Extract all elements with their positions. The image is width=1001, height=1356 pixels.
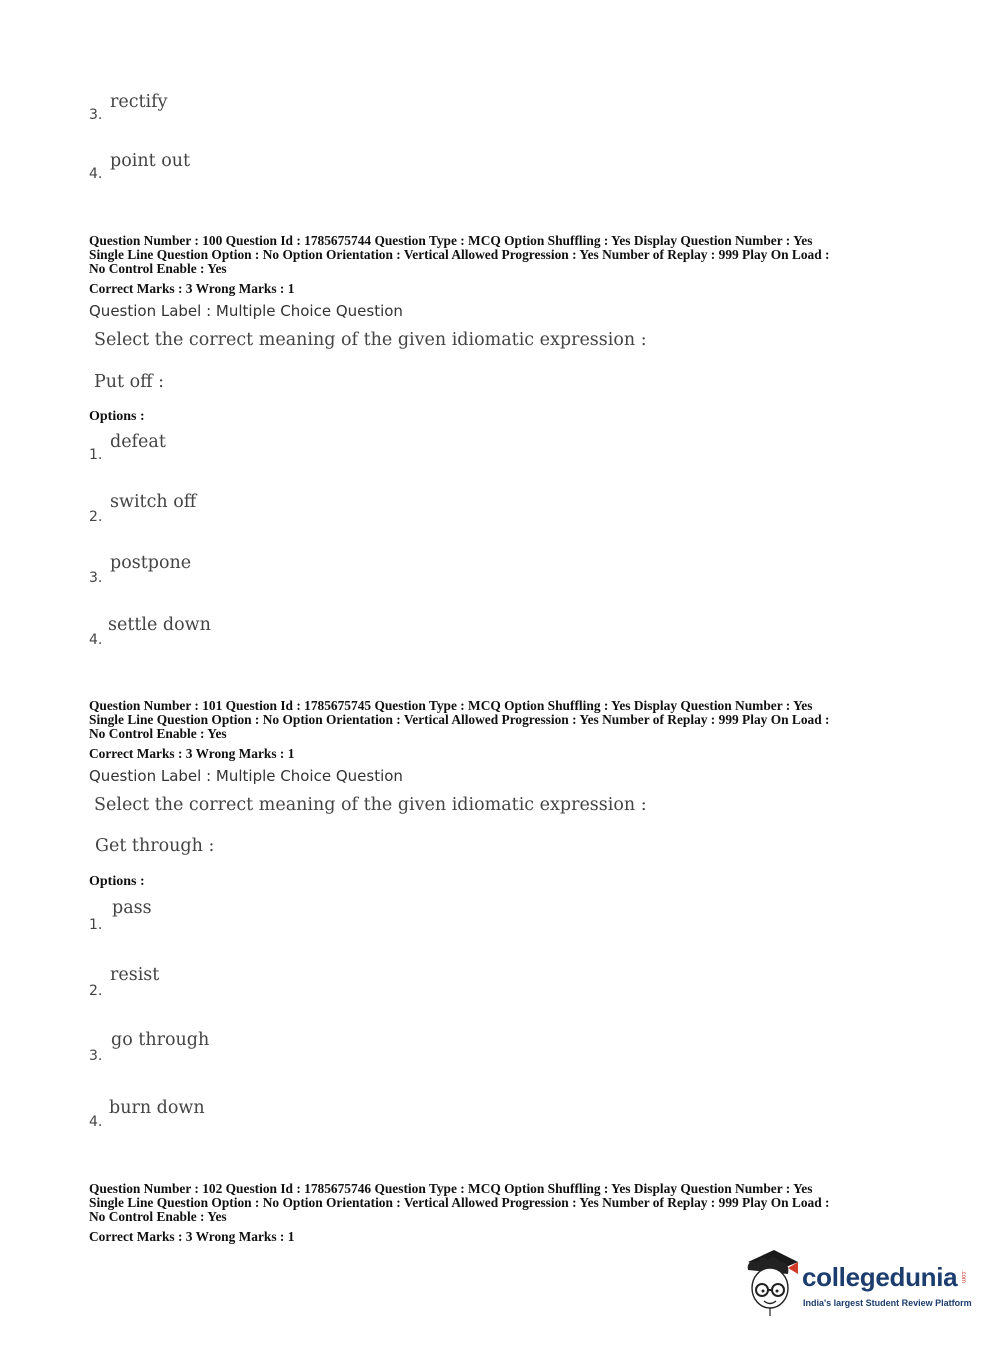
option-4-number: 4. <box>89 1114 103 1130</box>
logo-wordmark: collegedunia <box>802 1262 958 1292</box>
question-prompt: Select the correct meaning of the given idiomatic expression : <box>94 330 647 350</box>
logo-tagline: India's largest Student Review Platform <box>803 1298 972 1308</box>
option-4-text: settle down <box>108 615 211 635</box>
option-1-number: 1. <box>89 447 103 463</box>
options-header: Options : <box>89 409 145 424</box>
question-marks: Correct Marks : 3 Wrong Marks : 1 <box>89 1229 295 1244</box>
question-meta-line2: Single Line Question Option : No Option Orientation : Vertical Allowed Progression : Yes Number of Replay : 999 Play On Load : <box>89 1195 830 1210</box>
logo-domain: .com <box>960 1270 966 1284</box>
option-4-text: burn down <box>109 1098 205 1118</box>
question-meta-line1: Question Number : 101 Question Id : 1785675745 Question Type : MCQ Option Shuffling : Yes Display Question Number : Yes <box>89 698 813 713</box>
question-meta-line1: Question Number : 100 Question Id : 1785675744 Question Type : MCQ Option Shuffling : Yes Display Question Number : Yes <box>89 233 813 248</box>
option-1-text: defeat <box>110 432 166 452</box>
top-option-3-number: 3. <box>89 107 103 123</box>
question-label: Question Label : Multiple Choice Question <box>89 302 403 320</box>
collegedunia-logo <box>740 1248 980 1318</box>
question-meta-line2: Single Line Question Option : No Option Orientation : Vertical Allowed Progression : Yes Number of Replay : 999 Play On Load : <box>89 712 830 727</box>
option-3-text: postpone <box>110 553 192 573</box>
question-label: Question Label : Multiple Choice Question <box>89 767 403 785</box>
top-option-3-text: rectify <box>110 92 168 112</box>
option-3-number: 3. <box>89 1048 103 1064</box>
option-1-number: 1. <box>89 917 103 933</box>
option-2-text: resist <box>110 965 160 985</box>
option-2-number: 2. <box>89 509 103 525</box>
option-1-text: pass <box>112 898 152 918</box>
question-meta-line3: No Control Enable : Yes <box>89 261 227 276</box>
question-meta-line1: Question Number : 102 Question Id : 1785675746 Question Type : MCQ Option Shuffling : Yes Display Question Number : Yes <box>89 1181 813 1196</box>
question-expression: Get through : <box>95 836 215 856</box>
option-3-text: go through <box>111 1030 210 1050</box>
question-meta-line3: No Control Enable : Yes <box>89 1209 227 1224</box>
option-3-number: 3. <box>89 570 103 586</box>
top-option-4-number: 4. <box>89 166 103 182</box>
question-marks: Correct Marks : 3 Wrong Marks : 1 <box>89 746 295 761</box>
question-expression: Put off : <box>94 372 165 392</box>
options-header: Options : <box>89 874 145 889</box>
question-marks: Correct Marks : 3 Wrong Marks : 1 <box>89 281 295 296</box>
option-2-text: switch off <box>110 492 197 512</box>
question-prompt: Select the correct meaning of the given idiomatic expression : <box>94 795 647 815</box>
question-meta-line2: Single Line Question Option : No Option Orientation : Vertical Allowed Progression : Yes Number of Replay : 999 Play On Load : <box>89 247 830 262</box>
option-4-number: 4. <box>89 632 103 648</box>
top-option-4-text: point out <box>110 151 191 171</box>
question-meta-line3: No Control Enable : Yes <box>89 726 227 741</box>
mascot-icon <box>740 1248 800 1318</box>
option-2-number: 2. <box>89 983 103 999</box>
